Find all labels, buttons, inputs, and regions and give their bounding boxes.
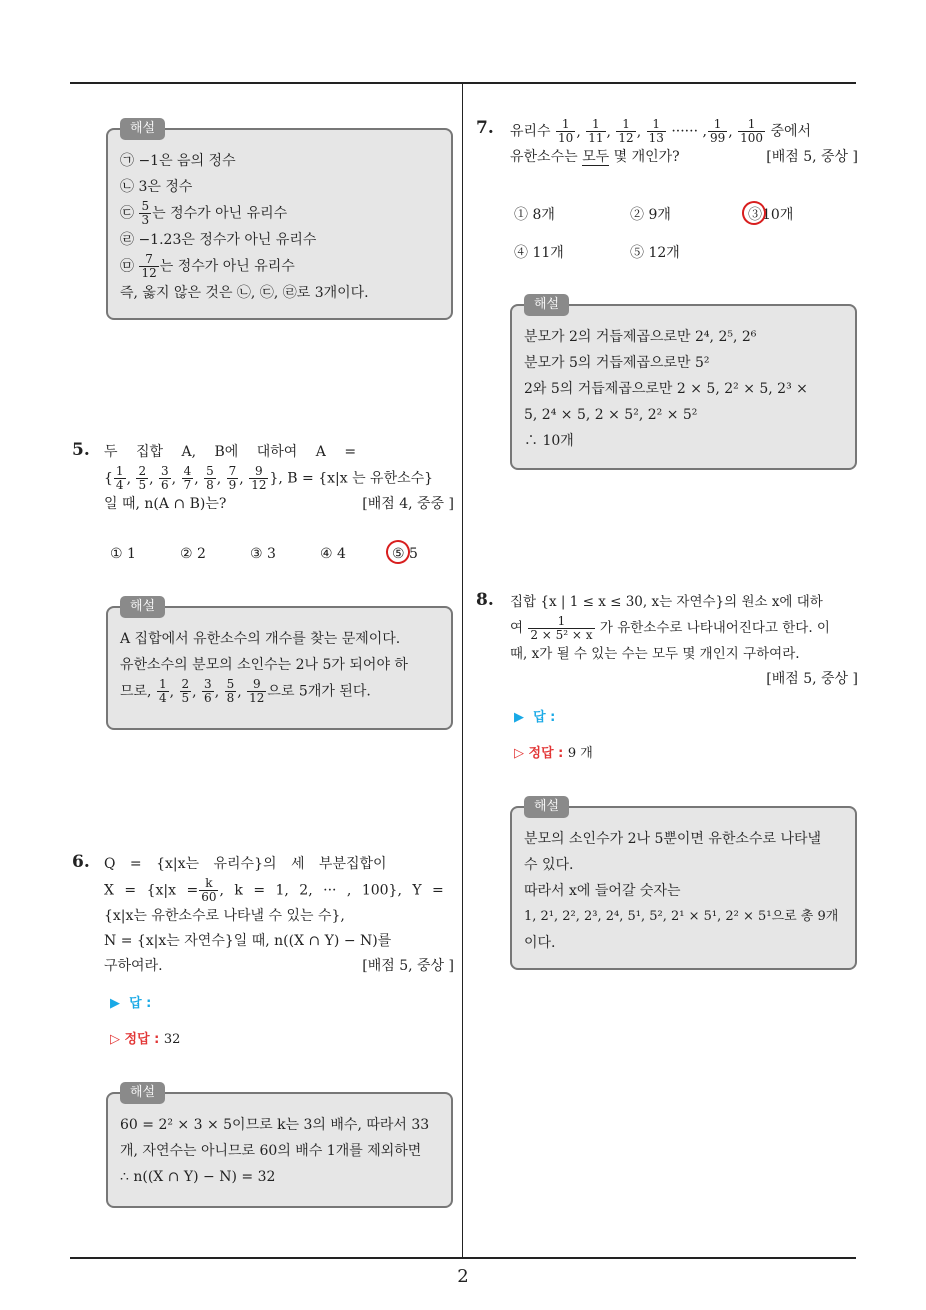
- fraction: $\frac{1}{\text{2 × 5² × x}}$: [530, 614, 593, 642]
- explanation-box-8: [510, 799, 857, 970]
- question-text: 때, x가 될 수 있는 수는 모두 몇 개인지 구하여라.: [510, 646, 800, 662]
- explanation-line: A 집합에서 유한소수의 개수를 찾는 문제이다.: [120, 631, 401, 647]
- choice-2[interactable]: ② 2: [180, 546, 206, 562]
- explanation-line: 므로, $\frac{1}{4}$ , $\frac{2}{5}$ , $\frac{3}{6}$ , $\frac{5}{8}$ , $\frac{9}{12}$ 으로 5개가 된다.: [120, 677, 371, 705]
- question-meta: [배점 5, 중상 ]: [362, 958, 454, 974]
- question-text: 일 때, n(A ∩ B)는?: [104, 496, 227, 512]
- fraction: $\frac{7}{12}$: [141, 252, 157, 280]
- question-number: 6.: [72, 852, 90, 872]
- question-text: Q = {x|x는 유리수}의 세 부분집합이: [104, 856, 387, 872]
- explanation-line: 5, 2⁴ × 5, 2 × 5², 2² × 5²: [524, 407, 698, 423]
- fraction: $\frac{1}{12}$: [618, 117, 634, 145]
- question-text: 유한소수는 모두 몇 개인가?: [510, 149, 680, 165]
- fraction: $\frac{1}{13}$: [648, 117, 664, 145]
- selected-mark: [383, 537, 414, 568]
- fraction: $\frac{1}{11}$: [588, 117, 604, 145]
- fraction: $\frac{9}{12}$: [249, 677, 265, 705]
- question-8: [510, 590, 858, 692]
- choice-3[interactable]: ③ 3: [250, 546, 276, 562]
- question-meta: [배점 5, 중상 ]: [766, 671, 858, 687]
- explanation-line: 1, 2¹, 2², 2³, 2⁴, 5¹, 5², 2¹ × 5¹, 2² × 5¹으로 총 9개: [524, 909, 839, 924]
- choice-5[interactable]: ⑤ 12개: [630, 245, 680, 261]
- question-text: {x|x는 유한소수로 나타낼 수 있는 수},: [104, 908, 345, 924]
- bottom-rule: [70, 1257, 856, 1259]
- explanation-line: [120, 200, 439, 227]
- explanation-line: 분모가 2의 거듭제곱으로만 2⁴, 2⁵, 2⁶: [524, 329, 757, 345]
- explanation-line: ∴ n((X ∩ Y) − N) = 32: [120, 1169, 276, 1185]
- fraction: $\frac{5}{3}$: [141, 199, 150, 227]
- column-divider: [462, 82, 463, 1258]
- fraction: $\frac{1}{10}$: [558, 117, 574, 145]
- explanation-tag: 해설: [120, 1082, 165, 1104]
- explanation-line: ㉣ −1.23은 정수가 아닌 유리수: [120, 232, 317, 248]
- question-text: 두 집합 A, B에 대하여 A =: [104, 444, 357, 460]
- fraction: $\frac{1}{99}$: [709, 117, 726, 145]
- fraction: $\frac{2}{5}$: [181, 677, 190, 705]
- explanation-line: 분모가 5의 거듭제곱으로만 5²: [524, 355, 710, 371]
- explanation-line: ∴ 10개: [524, 433, 574, 449]
- choice-4[interactable]: ④ 4: [320, 546, 346, 562]
- question-5: [104, 440, 454, 517]
- fraction: $\frac{5}{8}$: [206, 464, 214, 492]
- explanation-line: 분모의 소인수가 2나 5뿐이면 유한소수로 나타낼: [524, 831, 822, 847]
- fraction: $\frac{3}{6}$: [161, 464, 169, 492]
- fraction: $\frac{1}{100}$: [740, 117, 764, 145]
- question-set-line: { $\frac{1}{4}$ , $\frac{2}{5}$ , $\frac{3}{6}$ , $\frac{4}{7}$ , $\frac{5}{8}$ , $\frac{7}{9}$ , $\frac{9}{12}$ }, B = {x|x 는 유한소수}: [104, 464, 434, 492]
- question-text: 여 $\frac{1}{\text{2 × 5² × x}}$ 가 유한소수로 나타내어진다고 한다. 이: [510, 614, 830, 642]
- explanation-tag: 해설: [120, 596, 165, 618]
- choice-2[interactable]: ② 9개: [630, 207, 671, 223]
- explanation-tag: 해설: [524, 796, 569, 818]
- explanation-box-prev: [106, 121, 453, 320]
- explanation-text: 는 정수가 아닌 유리수: [159, 258, 295, 275]
- fraction: $\frac{9}{12}$: [251, 464, 267, 492]
- fraction: $\frac{7}{9}$: [228, 464, 237, 492]
- marker: ㉤: [120, 258, 134, 275]
- explanation-line: ㉡ 3은 정수: [120, 179, 193, 195]
- explanation-line: 이다.: [524, 935, 556, 951]
- fraction: $\frac{4}{7}$: [183, 464, 192, 492]
- fraction: $\frac{2}{5}$: [138, 464, 147, 492]
- choice-5[interactable]: ⑤ 5: [392, 546, 418, 562]
- explanation-line: 유한소수의 분모의 소인수는 2나 5가 되어야 하: [120, 657, 408, 673]
- explanation-line: ㉠ −1은 음의 정수: [120, 153, 236, 169]
- explanation-line: 수 있다.: [524, 857, 574, 873]
- question-6: [104, 852, 454, 979]
- choice-3[interactable]: ③10개: [748, 204, 793, 224]
- correct-answer: ▷ 정답 : 32: [110, 1032, 181, 1047]
- question-number: 8.: [476, 590, 494, 610]
- question-number: 5.: [72, 440, 90, 460]
- question-text: 집합 {x | 1 ≤ x ≤ 30, x는 자연수}의 원소 x에 대하: [510, 594, 823, 610]
- page-number: 2: [457, 1266, 469, 1287]
- fraction: $\frac{1}{4}$: [115, 464, 124, 492]
- question-meta: [배점 4, 중중 ]: [362, 496, 454, 512]
- answer-input-label[interactable]: ▶ 답 :: [110, 996, 152, 1011]
- explanation-line: 따라서 x에 들어갈 숫자는: [524, 883, 681, 899]
- fraction: $\frac{k}{60}$: [201, 876, 217, 904]
- fraction: $\frac{3}{6}$: [204, 677, 212, 705]
- explanation-tag: 해설: [524, 294, 569, 316]
- marker: ㉢: [120, 205, 134, 222]
- choice-1[interactable]: ① 1: [110, 546, 136, 562]
- selected-mark: [739, 198, 770, 229]
- question-text: 유리수 $\frac{1}{10}$ , $\frac{1}{11}$ , $\frac{1}{12}$ , $\frac{1}{13}$ ······ , $\frac{1}{99}$ , $\frac{1}{100}$ 중에서: [510, 117, 812, 145]
- explanation-line: 즉, 옳지 않은 것은 ㉡, ㉢, ㉣로 3개이다.: [120, 285, 369, 301]
- question-7: [510, 118, 858, 170]
- question-meta: [배점 5, 중상 ]: [766, 149, 858, 165]
- explanation-box-5: [106, 599, 453, 730]
- explanation-tag: 해설: [120, 118, 165, 140]
- question-text: X = {x|x = $\frac{k}{60}$ , k = 1, 2, ··· , 100}, Y =: [104, 876, 444, 904]
- explanation-box-7: [510, 297, 857, 470]
- explanation-line: 2와 5의 거듭제곱으로만 2 × 5, 2² × 5, 2³ ×: [524, 381, 808, 397]
- fraction: $\frac{5}{8}$: [226, 677, 235, 705]
- question-text: N = {x|x는 자연수}일 때, n((X ∩ Y) − N)를: [104, 933, 392, 949]
- question-number: 7.: [476, 118, 494, 138]
- explanation-line: 60 = 2² × 3 × 5이므로 k는 3의 배수, 따라서 33: [120, 1117, 430, 1133]
- answer-input-label[interactable]: ▶ 답 :: [514, 710, 556, 725]
- explanation-text: 는 정수가 아닌 유리수: [152, 205, 288, 222]
- question-text: 구하여라.: [104, 958, 163, 974]
- choice-4[interactable]: ④ 11개: [514, 245, 564, 261]
- choice-1[interactable]: ① 8개: [514, 207, 555, 223]
- correct-answer: ▷ 정답 : 9 개: [514, 746, 593, 761]
- fraction: $\frac{1}{4}$: [158, 677, 167, 705]
- explanation-line: [120, 253, 439, 280]
- explanation-line: 개, 자연수는 아니므로 60의 배수 1개를 제외하면: [120, 1143, 422, 1159]
- explanation-box-6: [106, 1085, 453, 1208]
